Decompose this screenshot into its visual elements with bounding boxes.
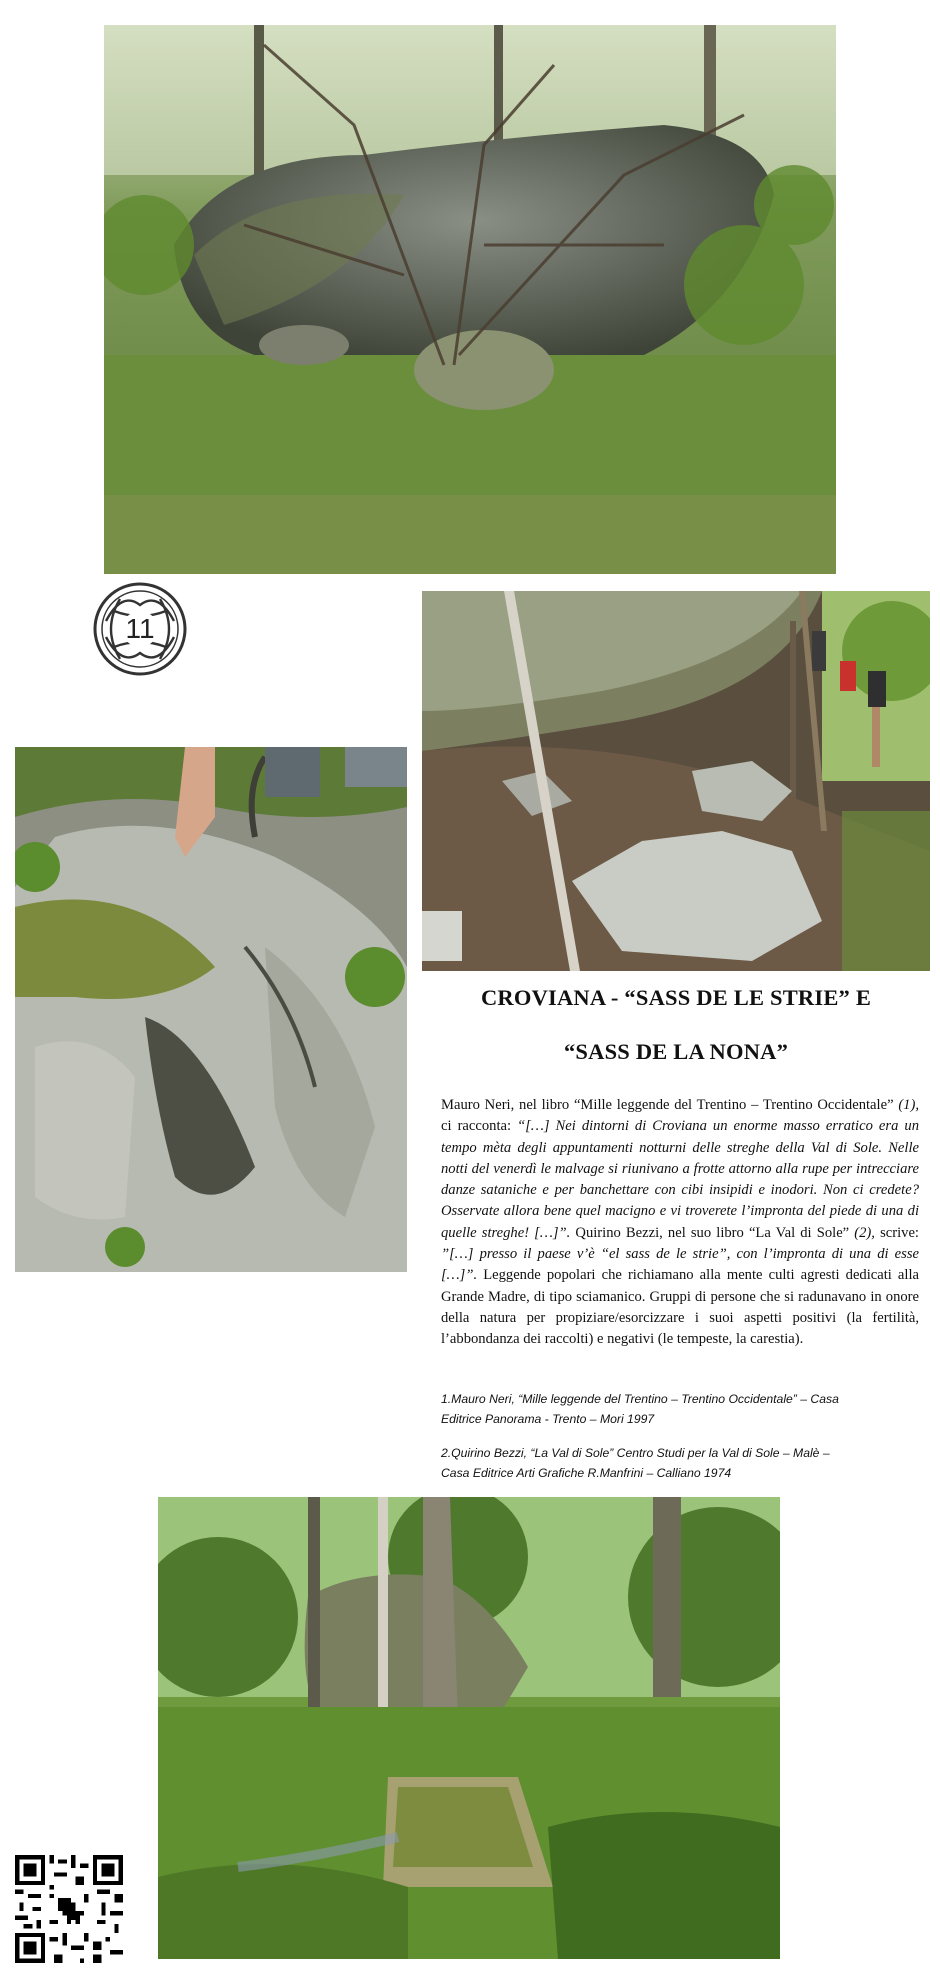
footnote-1-line-1: 1.Mauro Neri, “Mille leggende del Trentino – Trentino Occidentale” – Casa [441, 1392, 839, 1406]
page-title-line-1: CROVIANA - “SASS DE LE STRIE” E [480, 985, 872, 1010]
paragraph-2-verb: scrive: [874, 1224, 919, 1241]
quote-1: “[…] Nei dintorni di Croviana un enorme masso erratico era un tempo mèta degli appuntamenti notturni delle streghe della Val di Sole. Nelle notti del venerdì le malvage si riunivano a frotte attorno alla rupe per intrecciare danze sataniche e per banchettare con cibi insipidi e inodori. Non ci credete? Osservate allora bene quel macigno e vi troverete l’impronta del piede di una di quelle streghe! […]”. [441, 1118, 919, 1241]
paragraph-3: Leggende popolari che richiamano alla mente culti agresti dedicati alla Grande Madre, di tipo sciamanico. Gruppi di persone che si radunavano in onore della natura per propiziare/esorcizzare i suoi aspetti positivi (la fertilità, l’abbondanza dei raccolti) e negativi (le tempeste, la carestia). [441, 1267, 919, 1348]
site-number: 11 [125, 613, 155, 644]
reference-1: (1), [893, 1097, 919, 1113]
paragraph-1-verb: ci racconta: [441, 1118, 518, 1135]
quote-2: ”[…] presso il paese v’è “el sass de le strie”, con l’impronta di una di esse […]”. [441, 1246, 919, 1284]
reference-2: (2), [849, 1224, 875, 1241]
footprint-rock-photo [15, 747, 407, 1272]
footnote-1 [441, 1389, 919, 1429]
paragraph-1-intro: Mauro Neri, nel libro “Mille leggende del Trentino – Trentino Occidentale” [441, 1097, 894, 1113]
footnote-2-line-1: 2.Quirino Bezzi, “La Val di Sole” Centro Studi per la Val di Sole – Malè – [441, 1446, 830, 1460]
paragraph-2-intro: Quirino Bezzi, nel suo libro “La Val di Sole” [575, 1224, 850, 1241]
boulder-forest-photo [104, 25, 836, 574]
forest-path-photo [158, 1497, 780, 1959]
footnote-2 [441, 1443, 919, 1483]
body-text [441, 1095, 919, 1351]
footnote-1-line-2: Editrice Panorama - Trento – Mori 1997 [441, 1412, 655, 1426]
rock-shelter-photo [422, 591, 930, 971]
celtic-knot-icon [92, 581, 188, 677]
footnote-2-line-2: Casa Editrice Arti Grafiche R.Manfrini – Calliano 1974 [441, 1466, 732, 1480]
page-title-line-2: “SASS DE LA NONA” [563, 1039, 789, 1064]
qr-code-icon[interactable] [15, 1855, 123, 1963]
